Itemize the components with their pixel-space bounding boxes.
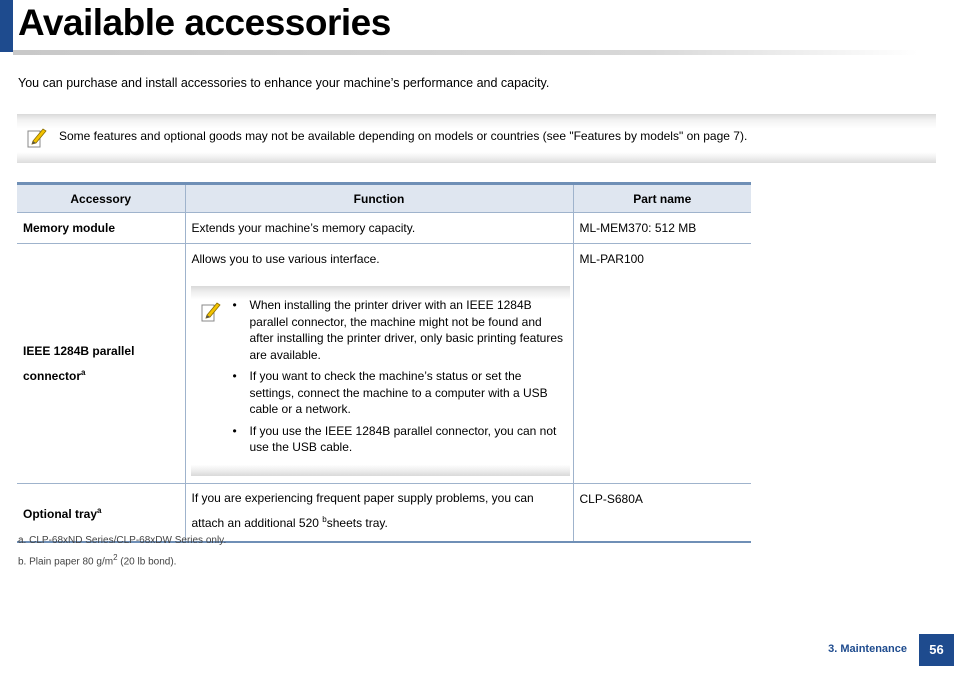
accessory-cell — [17, 244, 185, 484]
function-text: Allows you to use various interface. — [191, 252, 380, 266]
footnote-b-sup: 2 — [113, 553, 118, 562]
part-cell: ML-MEM370: 512 MB — [573, 213, 751, 244]
footnote-a: a. CLP-68xND Series/CLP-68xDW Series only. — [18, 535, 227, 546]
accessories-table — [17, 182, 751, 543]
intro-text: You can purchase and install accessories to enhance your machine’s performance and capacity. — [18, 76, 550, 90]
note-pencil-icon — [199, 300, 223, 324]
section-label: 3. Maintenance — [828, 643, 907, 655]
part-cell: CLP-S680A — [573, 484, 751, 543]
title-rule — [13, 50, 918, 55]
footnote-ref-a: a — [81, 367, 86, 377]
note-pencil-icon — [25, 126, 49, 150]
note-bullet: • If you want to check the machine’s status or set the settings, connect the machine to a computer with a USB cable or a network. — [233, 368, 567, 418]
footnote-ref-b: b — [322, 515, 327, 524]
page-number: 56 — [919, 634, 954, 666]
note-bullet: • If you use the IEEE 1284B parallel connector, you can not use the USB cable. — [233, 423, 567, 456]
accessory-name: Optional tray — [23, 507, 98, 521]
footnotes — [18, 532, 226, 570]
page-title: Available accessories — [18, 2, 391, 43]
accessory-name-line2: connector — [23, 368, 82, 383]
note-box — [17, 114, 936, 163]
function-text-end: sheets tray. — [326, 516, 388, 530]
title-accent-bar — [0, 0, 13, 52]
function-cell — [185, 484, 573, 543]
accessory-name-line1: IEEE 1284B parallel — [23, 343, 135, 358]
accessory-cell: Memory module — [17, 213, 185, 244]
table-row — [17, 244, 751, 484]
table-header-row — [17, 184, 751, 213]
footnote-b-text: b. Plain paper 80 g/m — [18, 556, 114, 568]
function-cell — [185, 244, 573, 484]
header-function: Function — [185, 184, 573, 213]
note-bullet-list — [233, 297, 567, 461]
header-part-name: Part name — [573, 184, 751, 213]
footnote-b — [18, 549, 226, 570]
part-cell: ML-PAR100 — [573, 244, 751, 484]
note-text: Some features and optional goods may not be available depending on models or countries (see "Features by models" on page 7). — [59, 129, 748, 143]
header-accessory: Accessory — [17, 184, 185, 213]
function-cell: Extends your machine’s memory capacity. — [185, 213, 573, 244]
footnote-ref-a: a — [97, 506, 102, 515]
footnote-b-end: (20 lb bond). — [117, 556, 177, 568]
note-bullet: • When installing the printer driver with an IEEE 1284B parallel connector, the machine might not be found and after installing the printer driver, only basic printing features are available. — [233, 297, 567, 363]
inner-note-box — [191, 286, 570, 476]
function-text: If you are experiencing frequent paper supply problems, you can attach an additional 520 — [191, 491, 534, 530]
table-row — [17, 213, 751, 244]
